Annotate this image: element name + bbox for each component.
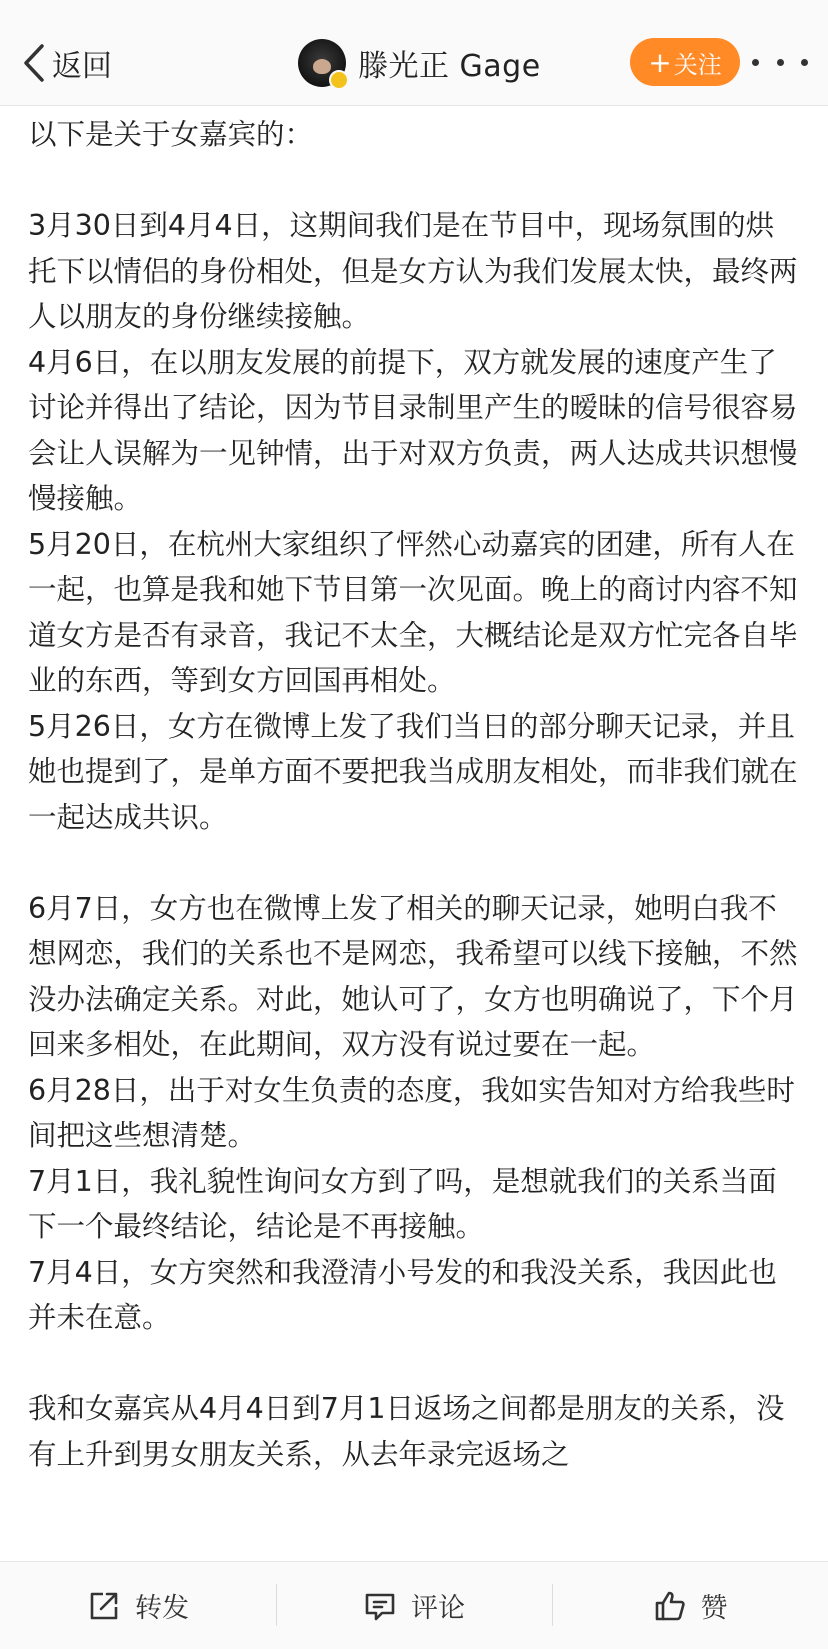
paragraph-gap: [28, 158, 800, 204]
post-paragraph: 我和女嘉宾从4月4日到7月1日返场之间都是朋友的关系，没有上升到男女朋友关系，从去年录完返场之: [28, 1392, 785, 1471]
comment-icon: [363, 1589, 397, 1623]
post-paragraph: 5月26日，女方在微博上发了我们当日的部分聊天记录，并且她也提到了，是单方面不要把我当成朋友相处，而非我们就在一起达成共识。: [28, 709, 798, 834]
paragraph-gap: [28, 840, 800, 886]
like-button[interactable]: [552, 1562, 828, 1649]
follow-label: 关注: [673, 50, 722, 79]
post-paragraph: 7月1日，我礼貌性询问女方到了吗，是想就我们的关系当面下一个最终结论，结论是不再接触。: [28, 1164, 777, 1243]
comment-label: 评论: [411, 1593, 465, 1624]
post-paragraph: 6月28日，出于对女生负责的态度，我如实告知对方给我些时间把这些想清楚。: [28, 1073, 795, 1152]
verified-badge-icon: [329, 70, 349, 90]
user-info[interactable]: [298, 38, 541, 88]
post-content: [28, 112, 800, 1560]
more-options-button[interactable]: [752, 48, 808, 76]
paragraph-gap: [28, 1341, 800, 1387]
more-dot-icon: [777, 59, 784, 66]
follow-button[interactable]: [630, 38, 740, 86]
post-paragraph: 以下是关于女嘉宾的：: [28, 118, 314, 151]
post-paragraph: 6月7日，女方也在微博上发了相关的聊天记录，她明白我不想网恋，我们的关系也不是网恋，我希望可以线下接触，不然没办法确定关系。对此，她认可了，女方也明确说了，下个月回来多相处，在此期间，双方没有说过要在一起。: [28, 891, 798, 1061]
user-name[interactable]: 滕光正 Gage: [358, 49, 541, 84]
post-paragraph: 4月6日，在以朋友发展的前提下，双方就发展的速度产生了讨论并得出了结论，因为节目录制里产生的暧昧的信号很容易会让人误解为一见钟情，出于对双方负责，两人达成共识想慢慢接触。: [28, 345, 798, 515]
post-paragraph: 5月20日，在杭州大家组织了怦然心动嘉宾的团建，所有人在一起，也算是我和她下节目第一次见面。晚上的商讨内容不知道女方是否有录音，我记不太全，大概结论是双方忙完各自毕业的东西，等到女方回国再相处。: [28, 527, 798, 697]
repost-label: 转发: [135, 1593, 189, 1624]
chevron-left-icon: [22, 43, 46, 83]
more-dot-icon: [752, 59, 759, 66]
top-nav-bar: [0, 0, 828, 106]
plus-icon: +: [648, 45, 672, 79]
avatar[interactable]: [298, 39, 346, 87]
back-label: 返回: [52, 49, 112, 84]
comment-button[interactable]: [276, 1562, 552, 1649]
thumbs-up-icon: [653, 1589, 687, 1623]
post-paragraph: 7月4日，女方突然和我澄清小号发的和我没关系，我因此也并未在意。: [28, 1255, 777, 1334]
more-dot-icon: [801, 59, 808, 66]
bottom-action-bar: [0, 1561, 828, 1649]
like-label: 赞: [700, 1593, 728, 1624]
post-paragraph: 3月30日到4月4日，这期间我们是在节目中，现场氛围的烘托下以情侣的身份相处，但是女方认为我们发展太快，最终两人以朋友的身份继续接触。: [28, 209, 798, 333]
avatar-face: [313, 59, 331, 74]
back-button[interactable]: [22, 38, 112, 88]
share-icon: [87, 1589, 121, 1623]
repost-button[interactable]: [0, 1562, 276, 1649]
